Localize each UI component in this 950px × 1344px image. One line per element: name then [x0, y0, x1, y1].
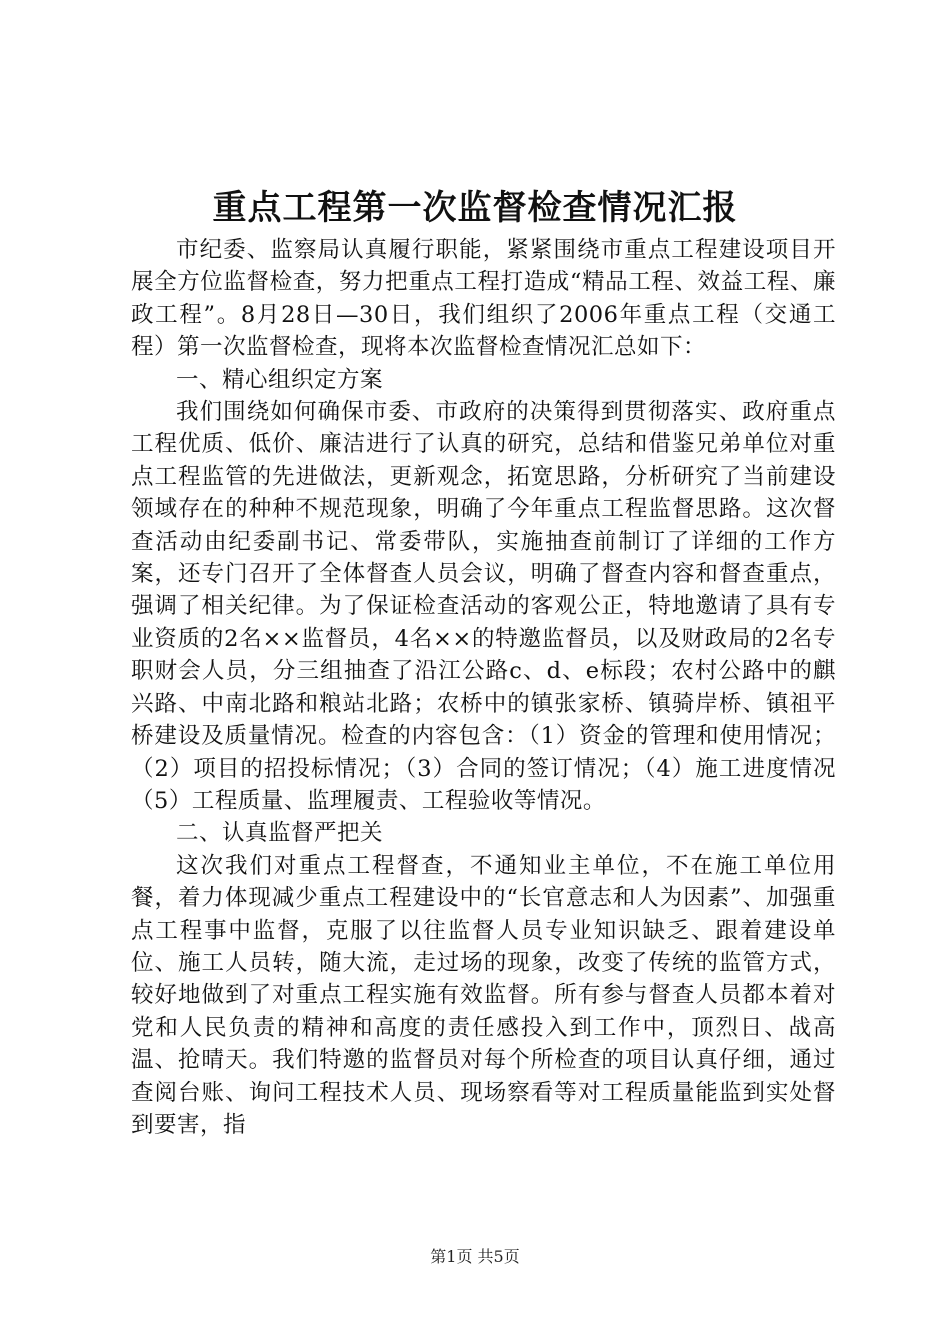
section-heading-2: 二、认真监督严把关: [176, 820, 384, 847]
document-body: [131, 234, 836, 1141]
document-title: 重点工程第一次监督检查情况汇报: [212, 188, 738, 228]
paragraph-intro: 市纪委、监察局认真履行职能，紧紧围绕市重点工程建设项目开展全方位监督检查，努力把重点工程打造成“精品工程、效益工程、廉政工程”。8月28日—30日，我们组织了2006年重点工程（交通工程）第一次监督检查，现将本次监督检查情况汇总如下：: [131, 237, 836, 361]
paragraph-section-2: 这次我们对重点工程督查，不通知业主单位，不在施工单位用餐，着力体现减少重点工程建设中的“长官意志和人为因素”、加强重点工程事中监督，克服了以往监督人员专业知识缺乏、跟着建设单位、施工人员转，随大流，走过场的现象，改变了传统的监管方式，较好地做到了对重点工程实施有效监督。所有参与督查人员都本着对党和人民负责的精神和高度的责任感投入到工作中，顶烈日、战高温、抢晴天。我们特邀的监督员对每个所检查的项目认真仔细，通过查阅台账、询问工程技术人员、现场察看等对工程质量能监到实处督到要害，指: [131, 852, 836, 1138]
paragraph-section-1: 我们围绕如何确保市委、市政府的决策得到贯彻落实、政府重点工程优质、低价、廉洁进行了认真的研究，总结和借鉴兄弟单位对重点工程监管的先进做法，更新观念，拓宽思路，分析研究了当前建设领域存在的种种不规范现象，明确了今年重点工程监督思路。这次督查活动由纪委副书记、常委带队，实施抽查前制订了详细的工作方案，还专门召开了全体督查人员会议，明确了督查内容和督查重点，强调了相关纪律。为了保证检查活动的客观公正，特地邀请了具有专业资质的2名××监督员，4名××的特邀监督员，以及财政局的2名专职财会人员，分三组抽查了沿江公路c、d、e标段；农村公路中的麒兴路、中南北路和粮站北路；农桥中的镇张家桥、镇骑岸桥、镇祖平桥建设及质量情况。检查的内容包含：（1）资金的管理和使用情况；（2）项目的招投标情况；（3）合同的签订情况；（4）施工进度情况（5）工程质量、监理履责、工程验收等情况。: [131, 399, 836, 814]
section-heading-1: 一、精心组织定方案: [176, 366, 384, 393]
page-footer: 第1页 共5页: [430, 1247, 520, 1266]
